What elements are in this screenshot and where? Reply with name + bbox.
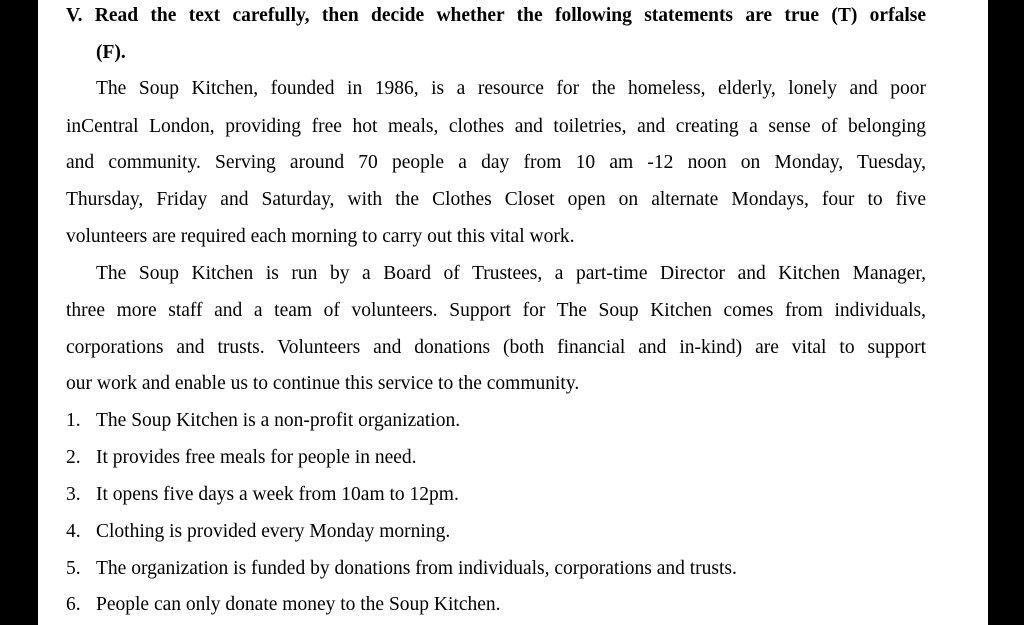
statement-number: 4. <box>66 521 81 542</box>
statement-text: The organization is funded by donations from individuals, corporations and trusts. <box>96 558 737 579</box>
passage-line: and community. Serving around 70 people a day from 10 am -12 noon on Monday, Tuesday, <box>66 152 926 173</box>
statement-number: 2. <box>66 447 81 468</box>
exercise-heading-line1: V. Read the text carefully, then decide whether the following statements are true (T) orfalse <box>66 5 926 26</box>
passage-line: The Soup Kitchen is run by a Board of Trustees, a part-time Director and Kitchen Manager, <box>96 263 926 284</box>
statement-item <box>66 557 737 581</box>
statement-item <box>66 520 450 544</box>
passage-line: Thursday, Friday and Saturday, with the Clothes Closet open on alternate Mondays, four to five <box>66 189 926 210</box>
passage-line: three more staff and a team of volunteers. Support for The Soup Kitchen comes from individuals, <box>66 300 926 321</box>
passage-line: inCentral London, providing free hot meals, clothes and toiletries, and creating a sense of belonging <box>66 116 926 137</box>
statement-item <box>66 593 501 617</box>
document-page <box>38 0 988 625</box>
statement-item <box>66 483 459 507</box>
passage-line: The Soup Kitchen, founded in 1986, is a resource for the homeless, elderly, lonely and poor <box>96 78 926 99</box>
statement-text: Clothing is provided every Monday morning. <box>96 521 451 542</box>
statement-number: 6. <box>66 594 81 615</box>
statement-item <box>66 446 417 470</box>
statement-number: 1. <box>66 410 81 431</box>
passage-line: our work and enable us to continue this service to the community. <box>66 373 580 394</box>
statement-number: 5. <box>66 558 81 579</box>
statement-number: 3. <box>66 484 81 505</box>
statement-text: It provides free meals for people in need. <box>96 447 417 468</box>
statement-text: It opens five days a week from 10am to 12pm. <box>96 484 459 505</box>
passage-line: volunteers are required each morning to carry out this vital work. <box>66 226 575 247</box>
statement-text: People can only donate money to the Soup Kitchen. <box>96 594 501 615</box>
statement-item <box>66 409 460 433</box>
statement-text: The Soup Kitchen is a non-profit organization. <box>96 410 461 431</box>
exercise-heading-line2: (F). <box>96 42 126 63</box>
passage-line: corporations and trusts. Volunteers and donations (both financial and in-kind) are vital to support <box>66 337 926 358</box>
